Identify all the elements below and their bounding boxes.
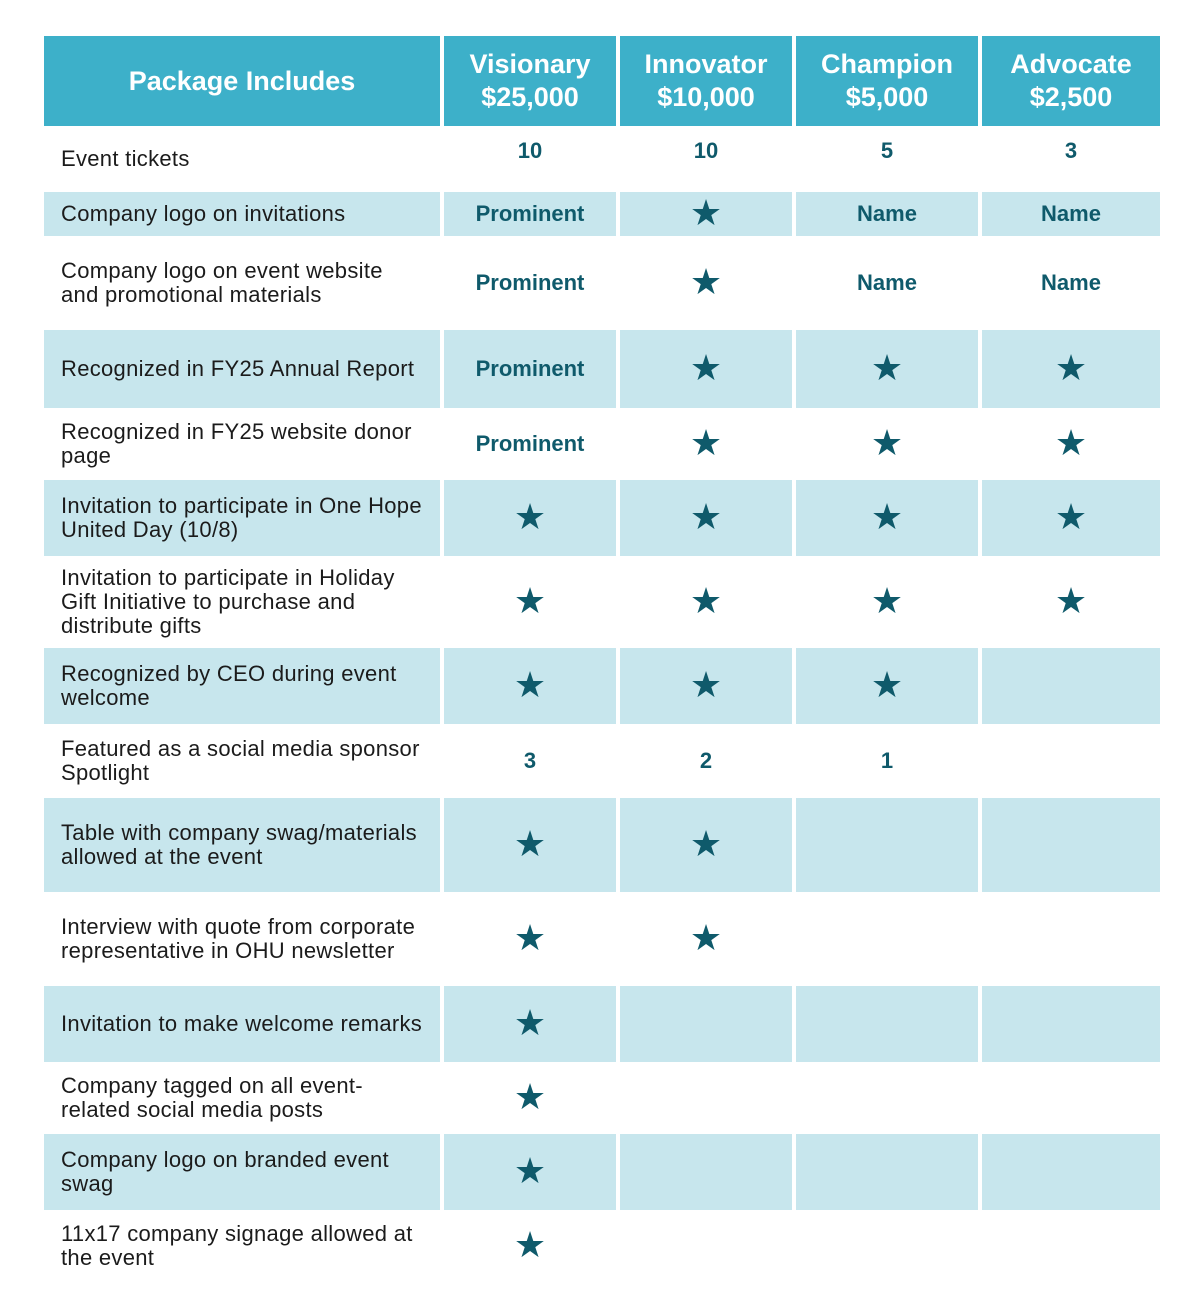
star-icon: ★ (513, 1225, 547, 1266)
tier-cell (620, 188, 792, 236)
star-icon: ★ (513, 665, 547, 706)
tier-cell (982, 982, 1160, 1062)
tier-cell: 3 (982, 126, 1160, 188)
tier-header-visionary (444, 36, 616, 126)
tier-cell (444, 1210, 616, 1278)
star-icon: ★ (1054, 581, 1088, 622)
table-row (44, 644, 1160, 724)
feature-label: Invitation to participate in Holiday Gift Initiative to purchase and distribute gifts (44, 556, 440, 644)
star-icon: ★ (689, 665, 723, 706)
header-row (44, 36, 1160, 126)
tier-cell (796, 644, 978, 724)
tier-cell (620, 408, 792, 476)
tier-cell (444, 1062, 616, 1130)
star-icon: ★ (689, 497, 723, 538)
table-row (44, 408, 1160, 476)
feature-label: Table with company swag/materials allowed at the event (44, 794, 440, 892)
feature-label: Invitation to make welcome remarks (44, 982, 440, 1062)
tier-name: Champion (821, 49, 953, 79)
tier-cell (444, 1130, 616, 1210)
tier-cell: 5 (796, 126, 978, 188)
feature-label: Company tagged on all event-related social media posts (44, 1062, 440, 1130)
tier-cell (444, 644, 616, 724)
tier-cell (982, 644, 1160, 724)
tier-header-innovator (620, 36, 792, 126)
star-icon: ★ (870, 665, 904, 706)
tier-cell (982, 1210, 1160, 1278)
table-row (44, 892, 1160, 982)
tier-cell (796, 476, 978, 556)
package-includes-header (44, 36, 440, 126)
table-row (44, 1062, 1160, 1130)
tier-cell (620, 794, 792, 892)
tier-cell (982, 408, 1160, 476)
tier-cell (982, 892, 1160, 982)
star-icon: ★ (870, 348, 904, 389)
feature-label: Company logo on invitations (44, 188, 440, 236)
tier-price: $5,000 (845, 82, 929, 112)
star-icon: ★ (689, 423, 723, 464)
feature-label: Interview with quote from corporate representative in OHU newsletter (44, 892, 440, 982)
tier-cell (796, 408, 978, 476)
star-icon: ★ (513, 1077, 547, 1118)
star-icon: ★ (870, 497, 904, 538)
tier-cell (620, 644, 792, 724)
feature-label: 11x17 company signage allowed at the event (44, 1210, 440, 1278)
star-icon: ★ (513, 1003, 547, 1044)
tier-cell: 10 (620, 126, 792, 188)
tier-cell: Prominent (444, 326, 616, 408)
star-icon: ★ (513, 497, 547, 538)
star-icon: ★ (689, 824, 723, 865)
tier-cell (982, 1062, 1160, 1130)
tier-cell (796, 892, 978, 982)
tier-name: Innovator (644, 49, 768, 79)
tier-cell: 2 (620, 724, 792, 794)
tier-cell (620, 476, 792, 556)
tier-price: $10,000 (657, 82, 755, 112)
table-body (44, 126, 1160, 1278)
tier-cell (620, 892, 792, 982)
sponsorship-packages-table (40, 36, 1164, 1278)
tier-cell: Prominent (444, 408, 616, 476)
tier-cell (982, 724, 1160, 794)
star-icon: ★ (1054, 423, 1088, 464)
star-icon: ★ (870, 581, 904, 622)
feature-label: Company logo on event website and promotional materials (44, 236, 440, 326)
feature-label: Company logo on branded event swag (44, 1130, 440, 1210)
table-row (44, 724, 1160, 794)
tier-cell (444, 556, 616, 644)
tier-cell: Prominent (444, 236, 616, 326)
table-row (44, 794, 1160, 892)
feature-label: Recognized in FY25 Annual Report (44, 326, 440, 408)
tier-cell (796, 556, 978, 644)
tier-header-advocate (982, 36, 1160, 126)
tier-cell (620, 982, 792, 1062)
table-row (44, 1130, 1160, 1210)
tier-cell: Name (982, 188, 1160, 236)
star-icon: ★ (513, 918, 547, 959)
table-row (44, 236, 1160, 326)
tier-cell (444, 476, 616, 556)
package-includes-label: Package Includes (128, 65, 356, 96)
tier-cell (982, 1130, 1160, 1210)
feature-label: Recognized in FY25 website donor page (44, 408, 440, 476)
tier-cell: 3 (444, 724, 616, 794)
feature-label: Invitation to participate in One Hope United Day (10/8) (44, 476, 440, 556)
tier-cell (982, 476, 1160, 556)
star-icon: ★ (513, 581, 547, 622)
tier-cell (620, 556, 792, 644)
tier-cell: 1 (796, 724, 978, 794)
table-row (44, 982, 1160, 1062)
star-icon: ★ (513, 1151, 547, 1192)
star-icon: ★ (689, 918, 723, 959)
tier-cell (796, 1062, 978, 1130)
star-icon: ★ (689, 262, 723, 303)
tier-cell: Name (796, 236, 978, 326)
tier-cell (796, 326, 978, 408)
star-icon: ★ (689, 581, 723, 622)
star-icon: ★ (689, 193, 723, 234)
tier-cell (982, 556, 1160, 644)
tier-cell (620, 1130, 792, 1210)
feature-label: Recognized by CEO during event welcome (44, 644, 440, 724)
table-row (44, 556, 1160, 644)
tier-cell: Prominent (444, 188, 616, 236)
star-icon: ★ (870, 423, 904, 464)
feature-label: Event tickets (44, 126, 440, 188)
tier-cell (982, 794, 1160, 892)
star-icon: ★ (1054, 497, 1088, 538)
star-icon: ★ (1054, 348, 1088, 389)
feature-label: Featured as a social media sponsor Spotlight (44, 724, 440, 794)
tier-name: Advocate (1010, 49, 1132, 79)
tier-cell (444, 982, 616, 1062)
tier-cell (620, 326, 792, 408)
tier-cell (620, 236, 792, 326)
tier-cell (444, 794, 616, 892)
table-row (44, 126, 1160, 188)
tier-cell (796, 794, 978, 892)
tier-price: $2,500 (1029, 82, 1113, 112)
tier-header-champion (796, 36, 978, 126)
table-row (44, 1210, 1160, 1278)
star-icon: ★ (513, 824, 547, 865)
tier-cell (620, 1062, 792, 1130)
table-row (44, 476, 1160, 556)
star-icon: ★ (689, 348, 723, 389)
tier-name: Visionary (469, 49, 591, 79)
tier-cell: 10 (444, 126, 616, 188)
tier-cell (982, 326, 1160, 408)
tier-cell: Name (982, 236, 1160, 326)
table-row (44, 326, 1160, 408)
tier-cell: Name (796, 188, 978, 236)
table-row (44, 188, 1160, 236)
tier-cell (796, 1210, 978, 1278)
tier-price: $25,000 (481, 82, 579, 112)
tier-cell (620, 1210, 792, 1278)
tier-cell (444, 892, 616, 982)
tier-cell (796, 1130, 978, 1210)
tier-cell (796, 982, 978, 1062)
